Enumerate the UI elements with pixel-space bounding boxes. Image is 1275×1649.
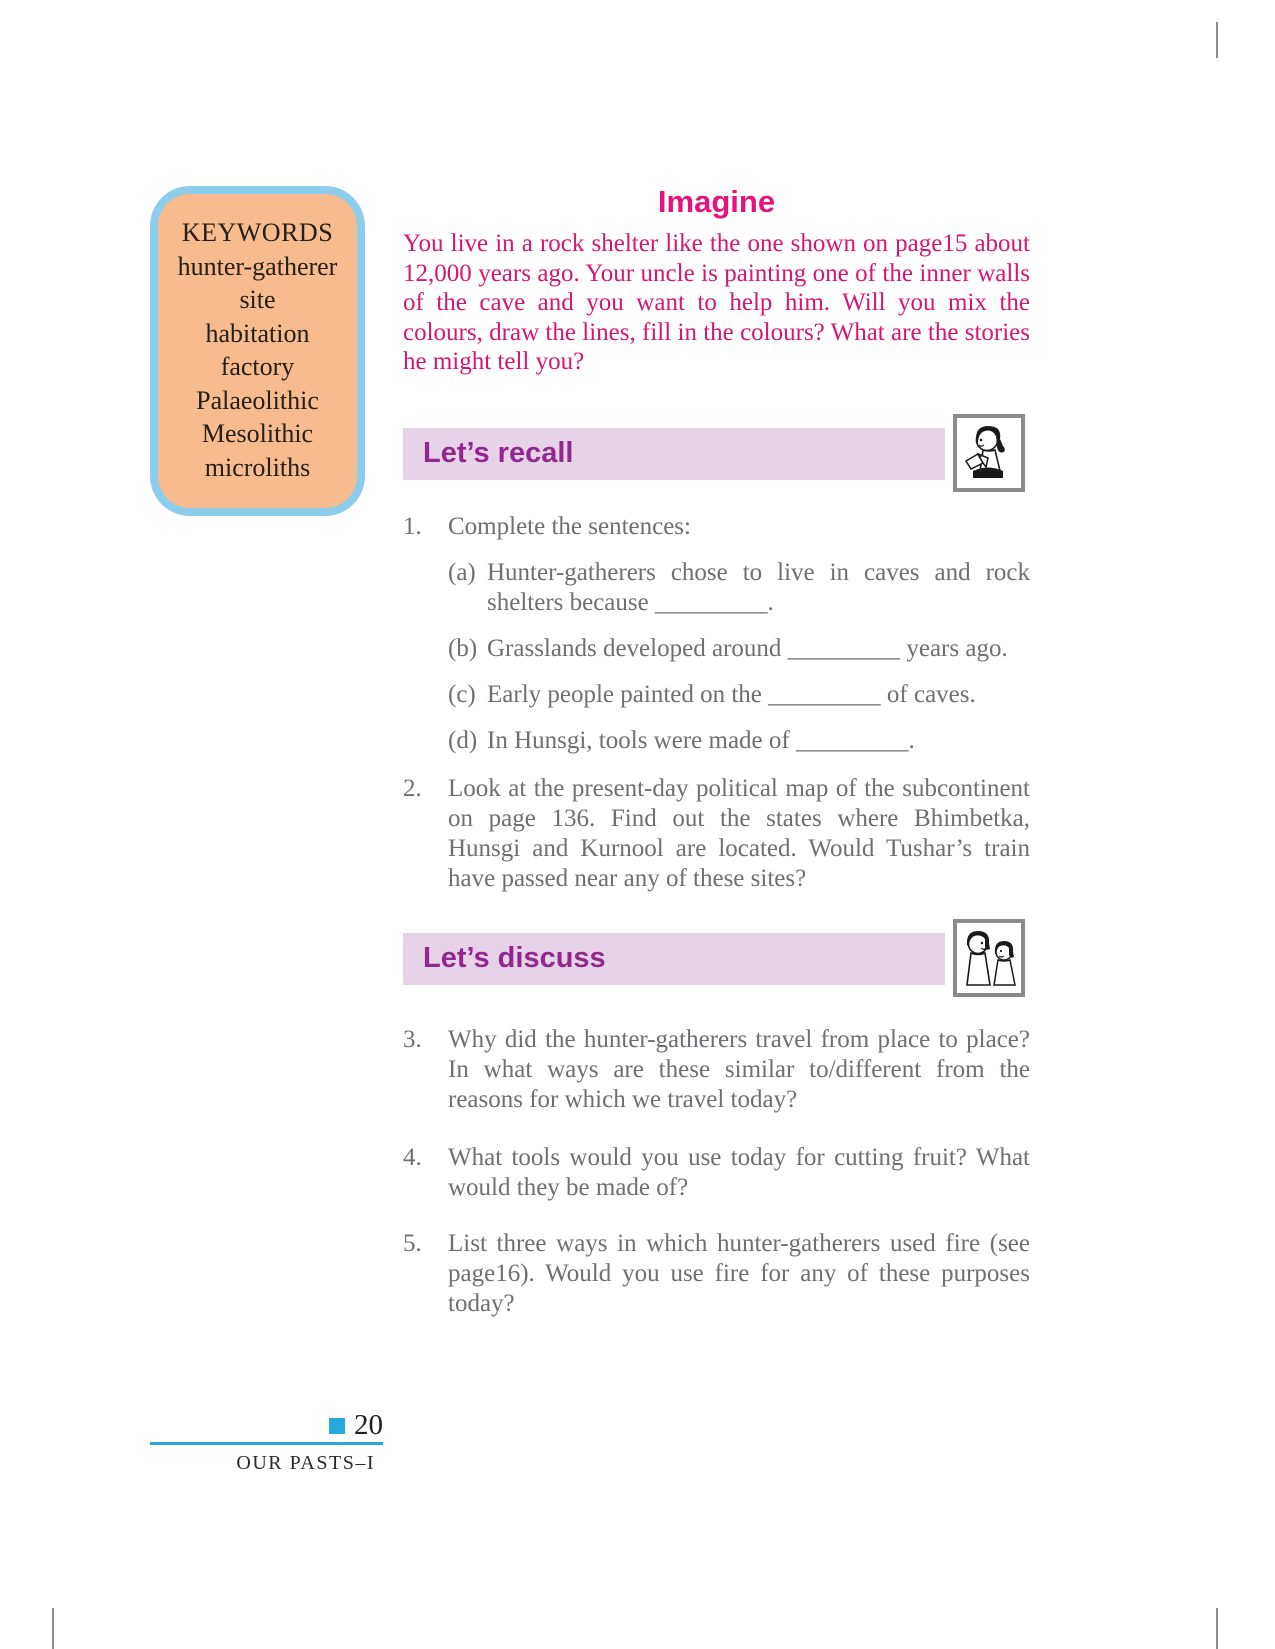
sub-question-text: Hunter-gatherers chose to live in caves and rock shelters because _________. [487, 558, 1030, 616]
crop-mark-bottom-left [52, 1608, 54, 1649]
keyword-item: microliths [204, 452, 311, 482]
keyword-item: Mesolithic [201, 419, 314, 448]
lets-discuss-banner [403, 933, 945, 985]
keyword-item: Palaeolithic [196, 385, 319, 415]
crop-mark-top-right [1216, 22, 1218, 58]
question-text: Look at the present-day political map of the subcontinent on page 136. Find out the states where Bhimbetka, Hunsgi and Kurnool are located. Would Tushar’s train have passed near any of these sites? [448, 774, 1030, 892]
child-reading-icon [957, 418, 1021, 488]
lets-recall-illustration [953, 414, 1025, 492]
question-number: 4. [403, 1143, 422, 1171]
question-1b [448, 634, 1030, 664]
keyword-item: site [239, 285, 276, 314]
sub-question-text: In Hunsgi, tools were made of _________. [487, 726, 915, 754]
question-body [448, 512, 1030, 756]
page-number-square-icon [329, 1418, 345, 1434]
sub-question-label: (b) [448, 634, 478, 662]
crop-mark-bottom-right [1216, 1608, 1218, 1649]
question-2 [403, 774, 1030, 894]
sub-question-label: (d) [448, 726, 478, 754]
sub-question-label: (a) [448, 558, 476, 586]
question-number: 5. [403, 1229, 422, 1257]
keyword-item: hunter-gatherer [177, 251, 338, 281]
page-number: 20 [354, 1409, 383, 1441]
imagine-paragraph: You live in a rock shelter like the one shown on page15 about 12,000 years ago. Your uncle is painting one of the inner walls of the cave and you want to help him. Will you mix the colours, draw the lines, fill in the colours? What are the stories he might tell you? [403, 230, 1030, 375]
book-title: OUR PASTS–I [236, 1452, 375, 1474]
lets-discuss-title: Let’s discuss [423, 942, 606, 974]
question-text: Complete the sentences: [448, 512, 691, 540]
lets-recall-banner [403, 428, 945, 480]
question-5 [403, 1229, 1030, 1319]
question-1a [448, 558, 1030, 618]
question-text: What tools would you use today for cutting fruit? What would they be made of? [448, 1143, 1030, 1201]
lets-recall-section-header [403, 414, 1030, 492]
lets-discuss-illustration [953, 919, 1025, 997]
question-1c [448, 680, 1030, 710]
footer-rule [150, 1442, 383, 1445]
question-1 [403, 512, 1030, 756]
keyword-item: factory [220, 352, 295, 381]
question-number: 1. [403, 512, 422, 540]
keyword-item: habitation [205, 318, 310, 348]
lets-recall-title: Let’s recall [423, 437, 574, 469]
children-talking-icon [957, 923, 1021, 993]
question-1d [448, 726, 1030, 756]
question-number: 2. [403, 774, 422, 802]
page-number-row [150, 1410, 383, 1440]
question-text: Why did the hunter-gatherers travel from place to place? In what ways are these similar to/different from the reasons for which we travel today? [448, 1025, 1030, 1113]
imagine-heading: Imagine [657, 184, 776, 219]
lets-discuss-section-header [403, 919, 1030, 997]
question-number: 3. [403, 1025, 422, 1053]
keywords-title: KEYWORDS [181, 218, 334, 247]
question-text: List three ways in which hunter-gatherers used fire (see page16). Would you use fire for any of these purposes today? [448, 1229, 1030, 1317]
keywords-box [150, 186, 365, 516]
main-column [403, 185, 1030, 1319]
sub-question-text: Grasslands developed around _________ years ago. [487, 634, 1008, 662]
sub-question-label: (c) [448, 680, 476, 708]
question-4 [403, 1143, 1030, 1203]
question-3 [403, 1025, 1030, 1115]
sub-question-text: Early people painted on the _________ of caves. [487, 680, 976, 708]
